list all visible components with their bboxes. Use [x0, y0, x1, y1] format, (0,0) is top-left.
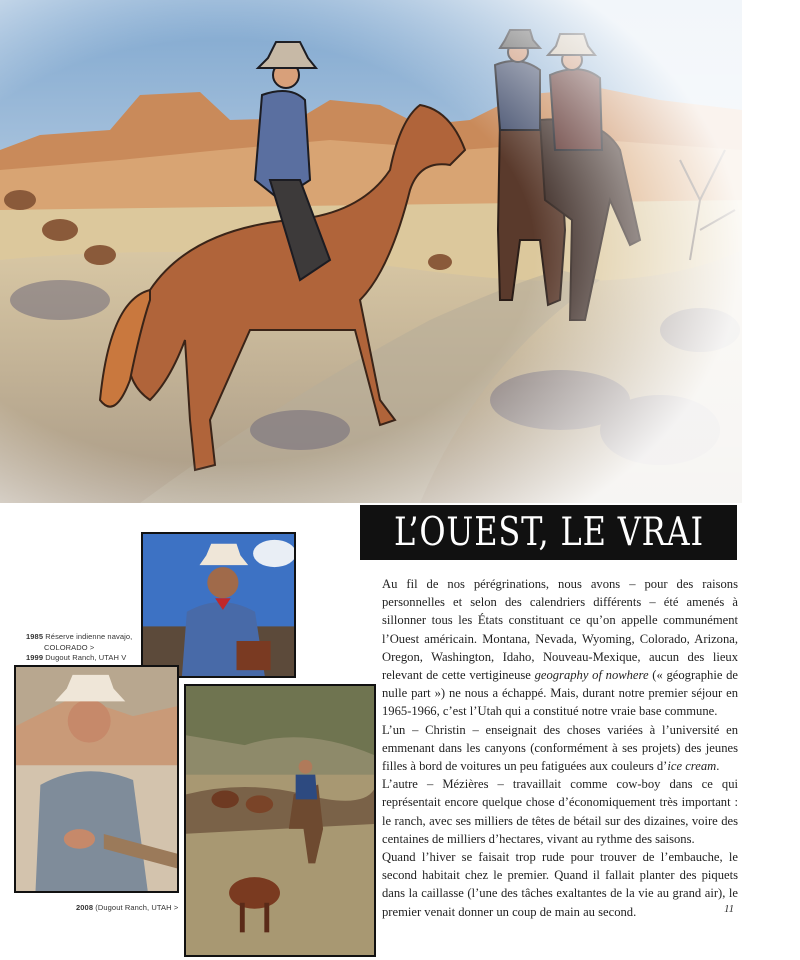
- cowboy-portrait-photo: [143, 534, 294, 676]
- section-title: [360, 505, 737, 560]
- paragraph-2-italic: ice cream: [667, 759, 717, 774]
- caption-2008-text: (Dugout Ranch, UTAH >: [93, 903, 179, 912]
- paragraph-1: [382, 575, 738, 721]
- photo-1985-navajo: [141, 532, 296, 678]
- caption-1999-year: 1999: [26, 653, 44, 662]
- photo-1999-dugout-ranch: [14, 665, 179, 893]
- paragraph-2-text-b: .: [716, 759, 720, 774]
- caption-1985-year: 1985: [26, 632, 44, 641]
- paragraph-2: [382, 721, 738, 776]
- page-number: 11: [724, 903, 735, 915]
- hero-illustration: [0, 0, 742, 503]
- paragraph-1-text-b: (« géographie de nulle part ») ne nous a échappé. Mais, durant notre premier séjour en 1965-1966, c’est l’Utah qui a constitué notre vraie base commune.: [382, 668, 738, 719]
- caption-1999-text: Dugout Ranch, UTAH V: [43, 653, 127, 662]
- section-title-text: L’OUEST, LE VRAI: [393, 510, 704, 555]
- paragraph-1-italic: geography of nowhere: [534, 668, 649, 683]
- caption-1985-text: Réserve indienne navajo,: [43, 632, 133, 641]
- paragraph-1-text-a: Au fil de nos pérégrinations, nous avons – pour des raisons personnelles et selon des calendriers différents – été amenés à sillonner tous les États constituant ce qu’on appelle communément l’Ouest américain. Montana, Nevada, Wyoming, Colorado, Arizona, Oregon, Washington, Idaho, Nouveau-Mexique, aucun des lieux relevant de cette vertigineuse: [382, 577, 738, 683]
- caption-1985: [26, 631, 138, 653]
- caption-1985-text-line2: COLORADO >: [44, 643, 95, 652]
- rider-with-cattle-photo: [186, 686, 374, 955]
- paragraph-4: Quand l’hiver se faisait trop rude pour trouver de l’embauche, le second habitait chez le premier. Quand il fallait planter des piquets dans la caillasse (l’une des tâches exaltantes de la vie au grand air), le premier venait donner un coup de main au second.: [382, 850, 738, 919]
- paragraph-2-text-a: L’un – Christin – enseignait des choses variées à l’université en emmenant dans les canyons (conformément à ses projets) des jeunes filles à bord de voitures un peu fatiguées aux couleurs d’: [382, 722, 738, 774]
- paragraph-3: L’autre – Mézières – travaillait comme cow-boy dans ce qui représentait encore quelque chose d’économiquement très important : le ranch, avec ses milliers de têtes de bétail sur des dizaines, voire des centaines de milliers d’hectares, vivant au rythme des saisons.: [382, 777, 738, 846]
- cowboy-at-fence-photo: [16, 667, 177, 891]
- caption-2008: [76, 902, 178, 913]
- caption-1999: [26, 652, 126, 663]
- article-body: [382, 575, 738, 921]
- photo-2008-dugout-ranch: [184, 684, 376, 957]
- cowboys-on-horseback-illustration: [0, 0, 742, 503]
- caption-2008-year: 2008: [76, 903, 94, 912]
